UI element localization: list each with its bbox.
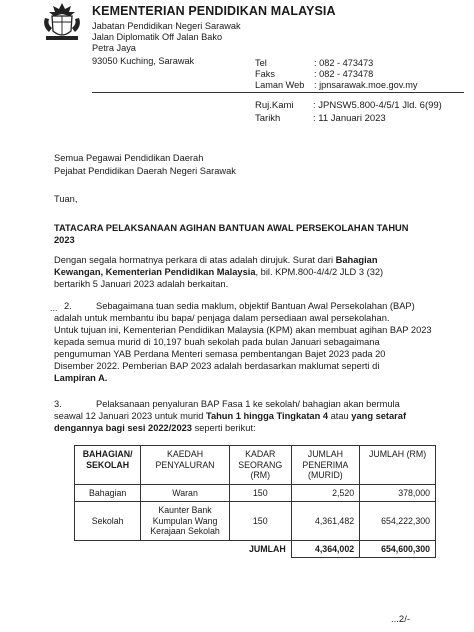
- table-row: [75, 502, 436, 541]
- paragraph-number: 2.: [64, 301, 72, 311]
- reference-value: : JPNSW5.800-4/5/1 Jld. 6(99): [313, 100, 442, 111]
- column-header: BAHAGIAN/ SEKOLAH: [75, 446, 141, 485]
- paragraph-2-line: adalah untuk membantu ibu bapa/ penjaga dalam persediaan awal persekolahan.: [54, 313, 390, 323]
- column-header: JUMLAH (RM): [360, 446, 436, 485]
- ministry-title: KEMENTERIAN PENDIDIKAN MALAYSIA: [92, 4, 336, 18]
- contact-value: : 082 - 473478: [314, 69, 374, 79]
- table-cell: 2,520: [291, 484, 359, 502]
- contact-value: : 082 - 473473: [314, 58, 374, 68]
- subject-line: 2023: [54, 235, 75, 245]
- table-total-row: [75, 540, 436, 558]
- table-cell: 378,000: [360, 484, 436, 502]
- paragraph-number: 3.: [54, 399, 62, 409]
- address-line: Jalan Diplomatik Off Jalan Bako: [92, 32, 223, 42]
- letterhead-divider: [92, 92, 464, 93]
- paragraph-1-line: Kewangan, Kementerian Pendidikan Malaysia, bil. KPM.800-4/4/2 JLD 3 (32): [54, 267, 384, 277]
- paragraph-2-line: pengumuman YAB Perdana Menteri semasa pembentangan Bajet 2023 pada 20: [54, 349, 386, 359]
- paragraph-2-line: Lampiran A.: [54, 373, 108, 383]
- address-line: Petra Jaya: [92, 43, 136, 53]
- table-cell-empty: [141, 540, 230, 558]
- salutation: Tuan,: [54, 194, 78, 204]
- contact-label: Faks: [255, 69, 275, 79]
- total-amount: 654,600,300: [360, 540, 436, 558]
- address-line: Jabatan Pendidikan Negeri Sarawak: [92, 21, 241, 31]
- table-header-row: [75, 446, 436, 485]
- total-recipients: 4,364,002: [291, 540, 359, 558]
- recipient-line: Pejabat Pendidikan Daerah Negeri Sarawak: [54, 166, 236, 176]
- paragraph-2-line: kepada semua murid di 10,197 buah sekolah pada bulan Januari sebagaimana: [54, 337, 380, 347]
- contact-label: Laman Web: [255, 80, 305, 90]
- table-cell: 150: [229, 484, 291, 502]
- table-cell: 4,361,482: [291, 502, 359, 541]
- table-cell: Bahagian: [75, 484, 141, 502]
- table-cell: 150: [229, 502, 291, 541]
- page-continuation: ...2/-: [391, 614, 411, 625]
- table-cell: 654,222,300: [360, 502, 436, 541]
- paragraph-2-line: Disember 2022. Pemberian BAP 2023 adalah berdasarkan maklumat seperti di: [54, 361, 380, 371]
- paragraph-1-line: Dengan segala hormatnya perkara di atas adalah dirujuk. Surat dari Bahagian: [54, 255, 378, 265]
- paragraph-3-line: seawal 12 Januari 2023 untuk murid Tahun 1 hingga Tingkatan 4 atau yang setaraf: [54, 411, 407, 421]
- reference-label: Ruj.Kami: [255, 100, 294, 111]
- table-cell: Kaunter Bank Kumpulan Wang Kerajaan Sekolah: [141, 502, 230, 541]
- total-label: JUMLAH: [249, 543, 286, 554]
- column-header: JUMLAH PENERIMA (MURID): [291, 446, 359, 485]
- table-cell-empty: [75, 540, 141, 558]
- margin-mark: ...: [50, 303, 58, 313]
- paragraph-3-line: Pelaksanaan penyaluran BAP Fasa 1 ke sekolah/ bahagian akan bermula: [96, 399, 400, 409]
- date-value: : 11 Januari 2023: [313, 113, 386, 124]
- contact-value: : jpnsarawak.moe.gov.my: [314, 80, 418, 90]
- paragraph-1-line: bertarikh 5 Januari 2023 adalah berkaitan.: [54, 279, 229, 289]
- date-label: Tarikh: [255, 113, 281, 124]
- table-row: [75, 484, 436, 502]
- address-line: 93050 Kuching, Sarawak: [92, 56, 195, 66]
- column-header: KAEDAH PENYALURAN: [141, 446, 230, 485]
- column-header: KADAR SEORANG (RM): [229, 446, 291, 485]
- contact-label: Tel: [255, 58, 267, 68]
- paragraph-2-line: Sebagaimana tuan sedia maklum, objektif Bantuan Awal Persekolahan (BAP): [96, 301, 415, 311]
- coat-of-arms-logo: [40, 2, 84, 42]
- recipient-line: Semua Pegawai Pendidikan Daerah: [54, 153, 204, 163]
- paragraph-2-line: Untuk tujuan ini, Kementerian Pendidikan Malaysia (KPM) akan membuat agihan BAP 2023: [54, 325, 432, 335]
- allocation-table: [74, 445, 436, 558]
- subject-line: TATACARA PELAKSANAAN AGIHAN BANTUAN AWAL PERSEKOLAHAN TAHUN: [54, 223, 409, 233]
- paragraph-3-line: dengannya bagi sesi 2022/2023 seperti berikut:: [54, 423, 256, 433]
- table-cell: Sekolah: [75, 502, 141, 541]
- table-cell: Waran: [141, 484, 230, 502]
